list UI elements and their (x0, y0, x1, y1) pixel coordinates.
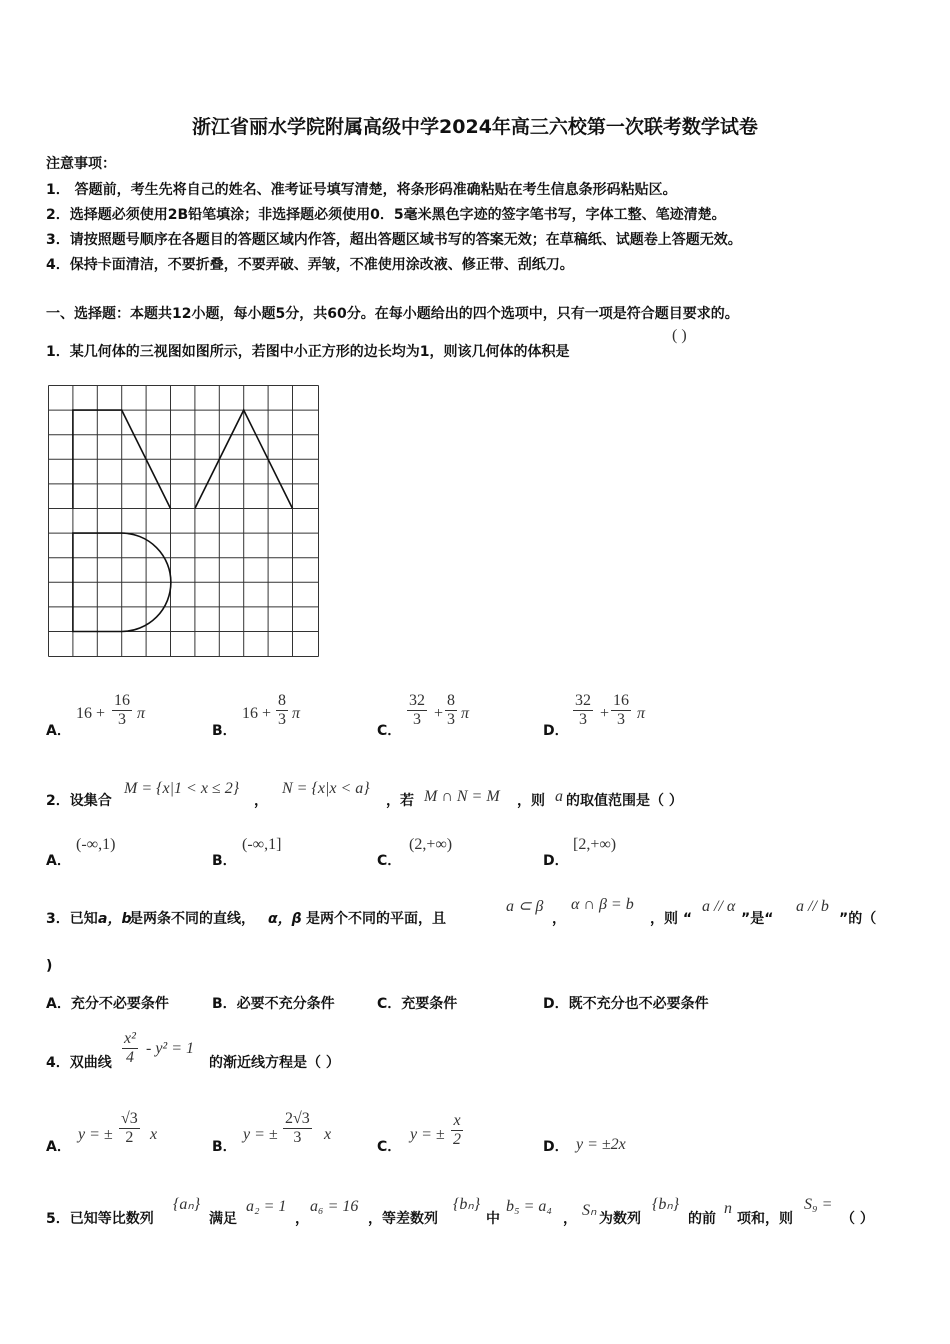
page-title: 浙江省丽水学院附属高级中学2024年高三六校第一次联考数学试卷 (192, 116, 758, 138)
grid-lines (49, 386, 319, 657)
notice-item: 1． 答题前，考生先将自己的姓名、准考证号填写清楚，将条形码准确粘贴在考生信息条形码粘贴区。 (46, 182, 677, 198)
q3-option-a[interactable]: A．充分不必要条件 (46, 996, 169, 1012)
q3-paren-close: ) (46, 958, 53, 974)
q3-option-c[interactable]: C．充要条件 (377, 996, 458, 1012)
notice-heading: 注意事项： (46, 156, 116, 172)
notice-item: 3．请按照题号顺序在各题目的答题区域内作答，超出答题区域书写的答案无效；在草稿纸、试题卷上答题无效。 (46, 232, 742, 248)
q1-stem: 1．某几何体的三视图如图所示，若图中小正方形的边长均为1，则该几何体的体积是 (46, 344, 570, 360)
section-heading: 一、选择题：本题共12小题，每小题5分，共60分。在每小题给出的四个选项中，只有一项是符合题目要求的。 (46, 306, 739, 322)
q1-answer-paren: ( ) (672, 327, 687, 344)
three-view-diagram (47, 384, 320, 658)
q3-option-d[interactable]: D．既不充分也不必要条件 (543, 996, 709, 1012)
q5-stem: 5．已知等比数列 {aₙ} 满足 a₂ = 1 ， a₆ = 16 ，等差数列 {bₙ} 中 b₅ = a₄ ， Sₙ 为数列 {bₙ} 的前 n 项和，则 S₉ = （ ） (46, 1196, 874, 1227)
notice-item: 2．选择题必须使用2B铅笔填涂；非选择题必须使用0．5毫米黑色字迹的签字笔书写，字体工整、笔迹清楚。 (46, 207, 726, 223)
notice-item: 4．保持卡面清洁，不要折叠，不要弄破、弄皱，不准使用涂改液、修正带、刮纸刀。 (46, 257, 574, 273)
q3-option-b[interactable]: B．必要不充分条件 (212, 996, 335, 1012)
